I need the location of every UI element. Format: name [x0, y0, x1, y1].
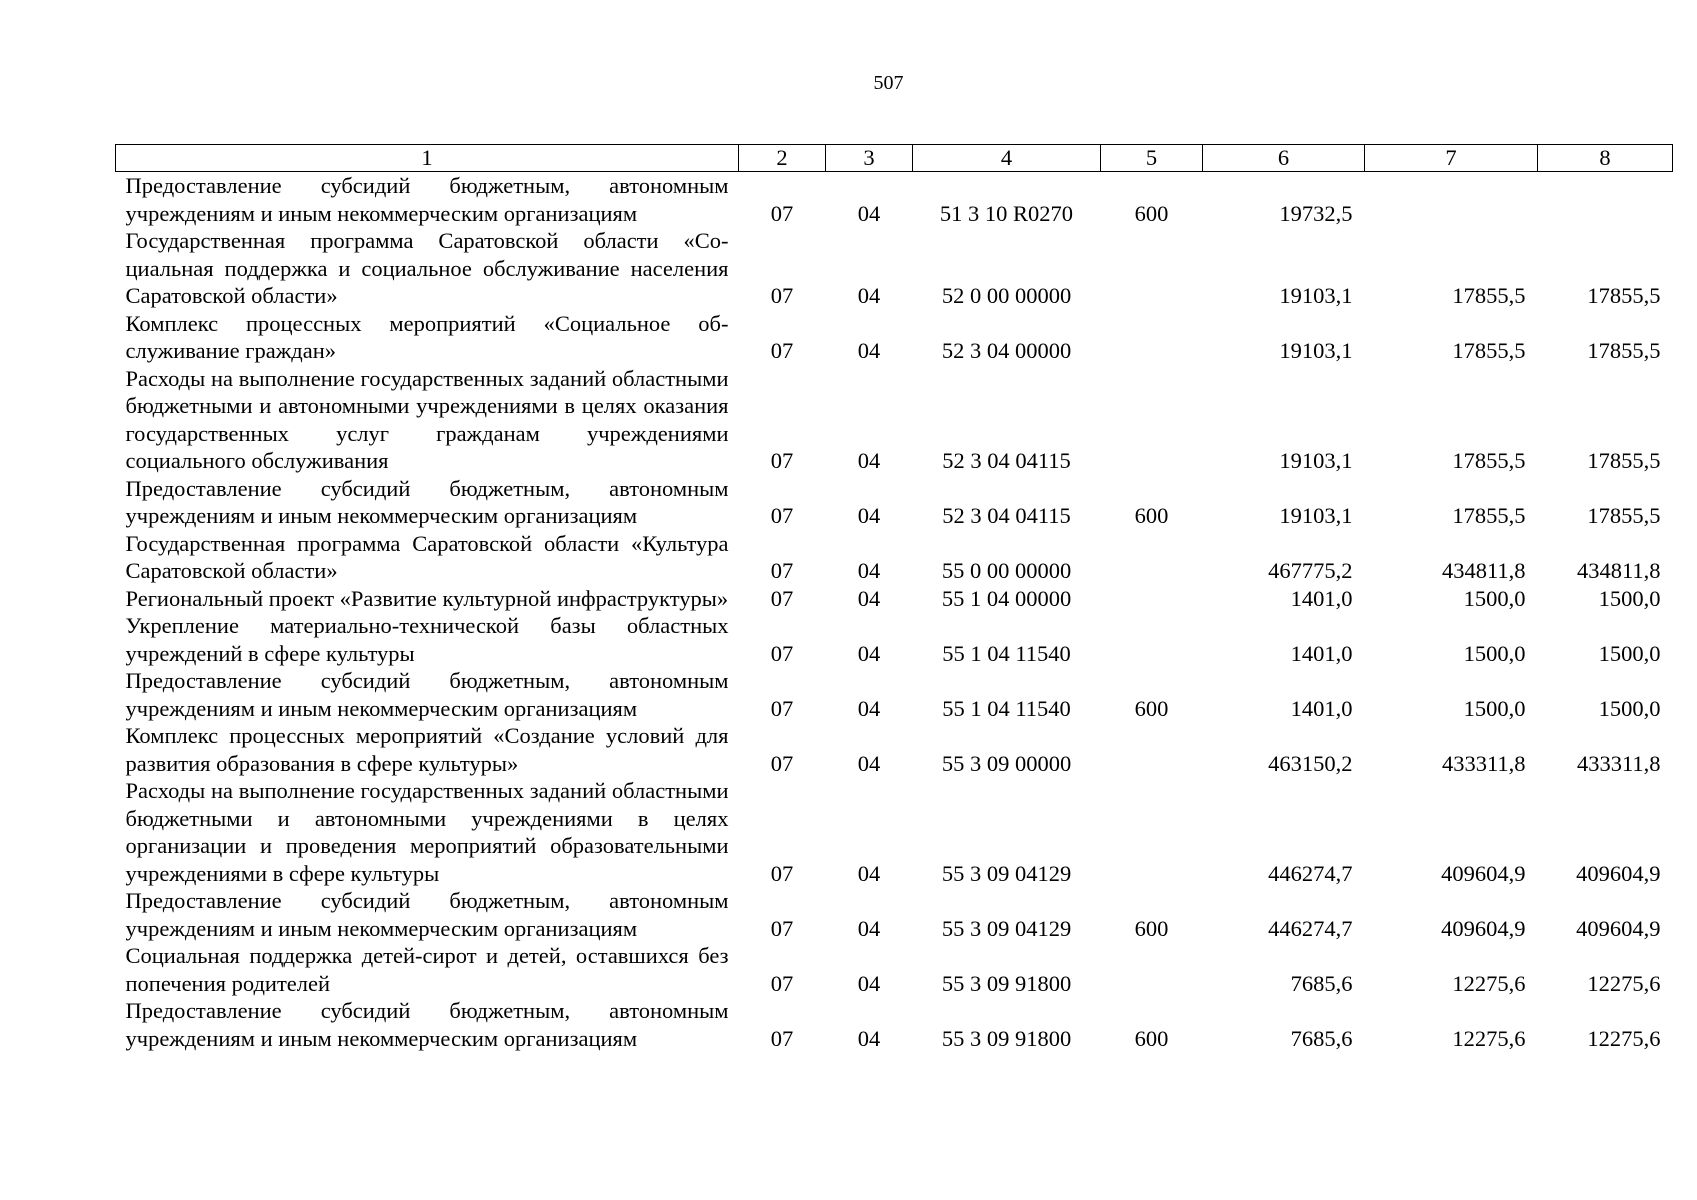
target-article-code: 52 3 04 00000 — [941, 338, 1072, 363]
subsection-code: 04 — [857, 448, 881, 473]
table-body — [116, 172, 1673, 1053]
header-col-2: 2 — [739, 145, 826, 172]
header-col-1: 1 — [116, 145, 739, 172]
amount-col-6: 7685,6 — [1290, 1025, 1353, 1051]
table-row — [116, 172, 1673, 228]
amount-col-8: 409604,9 — [1576, 915, 1661, 941]
amount-col-6: 19732,5 — [1279, 200, 1353, 226]
subsection-code: 04 — [857, 200, 881, 226]
section-code: 07 — [770, 750, 794, 776]
header-row — [116, 145, 1673, 172]
section-code: 07 — [770, 860, 794, 886]
amount-col-7: 409604,9 — [1441, 915, 1526, 941]
subsection-code: 04 — [857, 915, 881, 941]
expense-type-code: 600 — [1134, 1025, 1169, 1051]
amount-col-8: 17855,5 — [1587, 338, 1661, 363]
expense-type-code — [1101, 612, 1203, 667]
subsection-code: 04 — [857, 1025, 881, 1051]
amount-col-7: 17855,5 — [1452, 338, 1526, 363]
expense-name: Региональный проект «Развитие культурной инфраструктуры» — [125, 585, 729, 611]
section-code: 07 — [770, 200, 794, 226]
target-article-code: 52 0 00 00000 — [941, 283, 1072, 308]
expense-name: Предоставление субсидий бюджетным, автономным учреждениям и иным некоммерческим организациям — [125, 475, 729, 528]
expense-type-code — [1101, 777, 1203, 887]
amount-col-7: 12275,6 — [1452, 970, 1526, 996]
target-article-code: 55 3 09 91800 — [941, 970, 1072, 996]
subsection-code: 04 — [857, 558, 881, 583]
amount-col-8: 433311,8 — [1576, 750, 1661, 776]
header-col-7: 7 — [1365, 145, 1538, 172]
target-article-code: 55 3 09 04129 — [941, 915, 1072, 941]
table-row — [116, 310, 1673, 365]
expense-name: Комплекс процессных мероприятий «Социальное обслуживание граждан» — [125, 310, 729, 363]
section-code: 07 — [770, 640, 794, 666]
header-col-5: 5 — [1101, 145, 1203, 172]
expense-name: Расходы на выполнение государственных заданий областными бюджетными и автономными учреждениями в целях оказания государственных услуг гражданам учреждениями социального обслуживания — [125, 365, 729, 473]
target-article-code: 55 1 04 11540 — [942, 640, 1071, 666]
amount-col-6: 19103,1 — [1279, 283, 1353, 308]
target-article-code: 55 0 00 00000 — [941, 558, 1072, 583]
target-article-code: 55 3 09 91800 — [941, 1025, 1072, 1051]
subsection-code: 04 — [857, 503, 881, 528]
table-row — [116, 997, 1673, 1052]
amount-col-6: 446274,7 — [1268, 860, 1353, 886]
amount-col-7: 434811,8 — [1441, 558, 1526, 583]
expense-type-code: 600 — [1134, 915, 1169, 941]
subsection-code: 04 — [857, 750, 881, 776]
amount-col-8 — [1538, 172, 1673, 228]
amount-col-6: 19103,1 — [1279, 448, 1353, 473]
expense-type-code — [1101, 722, 1203, 777]
amount-col-8: 17855,5 — [1587, 503, 1661, 528]
amount-col-7: 409604,9 — [1441, 860, 1526, 886]
amount-col-7: 1500,0 — [1463, 585, 1526, 611]
expense-type-code — [1101, 942, 1203, 997]
target-article-code: 51 3 10 R0270 — [939, 200, 1074, 226]
expense-type-code — [1101, 310, 1203, 365]
expense-name: Предоставление субсидий бюджетным, автономным учреждениям и иным некоммерческим организациям — [125, 173, 729, 226]
table-row — [116, 365, 1673, 475]
target-article-code: 55 1 04 00000 — [941, 585, 1072, 611]
amount-col-8: 434811,8 — [1576, 558, 1661, 583]
amount-col-8: 17855,5 — [1587, 448, 1661, 473]
section-code: 07 — [770, 970, 794, 996]
expense-name: Социальная поддержка детей-сирот и детей, оставшихся без попечения родителей — [125, 943, 729, 996]
table-row — [116, 722, 1673, 777]
amount-col-7: 433311,8 — [1441, 750, 1526, 776]
subsection-code: 04 — [857, 640, 881, 666]
table-row — [116, 887, 1673, 942]
header-col-6: 6 — [1203, 145, 1365, 172]
amount-col-8: 1500,0 — [1598, 640, 1661, 666]
amount-col-7: 1500,0 — [1463, 695, 1526, 721]
expense-name: Предоставление субсидий бюджетным, автономным учреждениям и иным некоммерческим организациям — [125, 668, 729, 721]
expense-type-code: 600 — [1134, 695, 1169, 721]
table-header — [116, 145, 1673, 172]
amount-col-8: 17855,5 — [1587, 283, 1661, 308]
expense-type-code — [1101, 585, 1203, 613]
expense-name: Расходы на выполнение государственных заданий областными бюджетными и автономными учреждениями в целях организации и проведения мероприятий образовательными учреждениями в сфере культуры — [125, 778, 729, 886]
target-article-code: 52 3 04 04115 — [942, 448, 1071, 473]
expense-name: Государственная программа Саратовской области «Социальная поддержка и социальное обслуживание населения Саратовской области» — [125, 228, 729, 308]
section-code: 07 — [770, 585, 794, 611]
expense-type-code: 600 — [1134, 503, 1169, 528]
budget-table — [115, 144, 1673, 1052]
table-row — [116, 777, 1673, 887]
amount-col-6: 446274,7 — [1268, 915, 1353, 941]
header-col-8: 8 — [1538, 145, 1673, 172]
target-article-code: 55 1 04 11540 — [942, 695, 1071, 721]
table-row — [116, 942, 1673, 997]
expense-name: Укрепление материально-технической базы областных учреждений в сфере культуры — [125, 613, 729, 666]
table-row — [116, 227, 1673, 310]
amount-col-8: 409604,9 — [1576, 860, 1661, 886]
header-col-3: 3 — [826, 145, 913, 172]
header-col-4: 4 — [913, 145, 1101, 172]
table-row — [116, 612, 1673, 667]
subsection-code: 04 — [857, 970, 881, 996]
expense-type-code — [1101, 530, 1203, 585]
section-code: 07 — [770, 503, 794, 528]
expense-type-code — [1101, 227, 1203, 310]
amount-col-6: 1401,0 — [1290, 695, 1353, 721]
target-article-code: 55 3 09 00000 — [941, 750, 1072, 776]
subsection-code: 04 — [857, 283, 881, 308]
amount-col-8: 12275,6 — [1587, 1025, 1661, 1051]
section-code: 07 — [770, 695, 794, 721]
section-code: 07 — [770, 448, 794, 473]
amount-col-7: 17855,5 — [1452, 283, 1526, 308]
expense-name: Предоставление субсидий бюджетным, автономным учреждениям и иным некоммерческим организациям — [125, 888, 729, 941]
expense-type-code: 600 — [1134, 200, 1169, 226]
amount-col-6: 1401,0 — [1290, 585, 1353, 611]
amount-col-6: 467775,2 — [1268, 558, 1353, 583]
amount-col-7: 17855,5 — [1452, 503, 1526, 528]
subsection-code: 04 — [857, 585, 881, 611]
target-article-code: 52 3 04 04115 — [942, 503, 1071, 528]
subsection-code: 04 — [857, 860, 881, 886]
table-row — [116, 667, 1673, 722]
amount-col-8: 12275,6 — [1587, 970, 1661, 996]
table-row — [116, 475, 1673, 530]
amount-col-6: 19103,1 — [1279, 503, 1353, 528]
expense-name: Комплекс процессных мероприятий «Создание условий для развития образования в сфере культуры» — [125, 723, 729, 776]
section-code: 07 — [770, 283, 794, 308]
target-article-code: 55 3 09 04129 — [941, 860, 1072, 886]
amount-col-6: 463150,2 — [1268, 750, 1353, 776]
amount-col-7: 17855,5 — [1452, 448, 1526, 473]
section-code: 07 — [770, 915, 794, 941]
amount-col-7: 12275,6 — [1452, 1025, 1526, 1051]
table-row — [116, 585, 1673, 613]
section-code: 07 — [770, 338, 794, 363]
expense-name: Государственная программа Саратовской области «Культура Саратовской области» — [125, 530, 729, 583]
amount-col-7: 1500,0 — [1463, 640, 1526, 666]
expense-name: Предоставление субсидий бюджетным, автономным учреждениям и иным некоммерческим организациям — [125, 998, 729, 1051]
section-code: 07 — [770, 558, 794, 583]
section-code: 07 — [770, 1025, 794, 1051]
amount-col-7 — [1365, 172, 1538, 228]
expense-type-code — [1101, 365, 1203, 475]
amount-col-6: 19103,1 — [1279, 338, 1353, 363]
amount-col-6: 7685,6 — [1290, 970, 1353, 996]
amount-col-8: 1500,0 — [1598, 695, 1661, 721]
subsection-code: 04 — [857, 695, 881, 721]
page-number: 507 — [873, 72, 904, 94]
amount-col-8: 1500,0 — [1598, 585, 1661, 611]
table-row — [116, 530, 1673, 585]
subsection-code: 04 — [857, 338, 881, 363]
amount-col-6: 1401,0 — [1290, 640, 1353, 666]
